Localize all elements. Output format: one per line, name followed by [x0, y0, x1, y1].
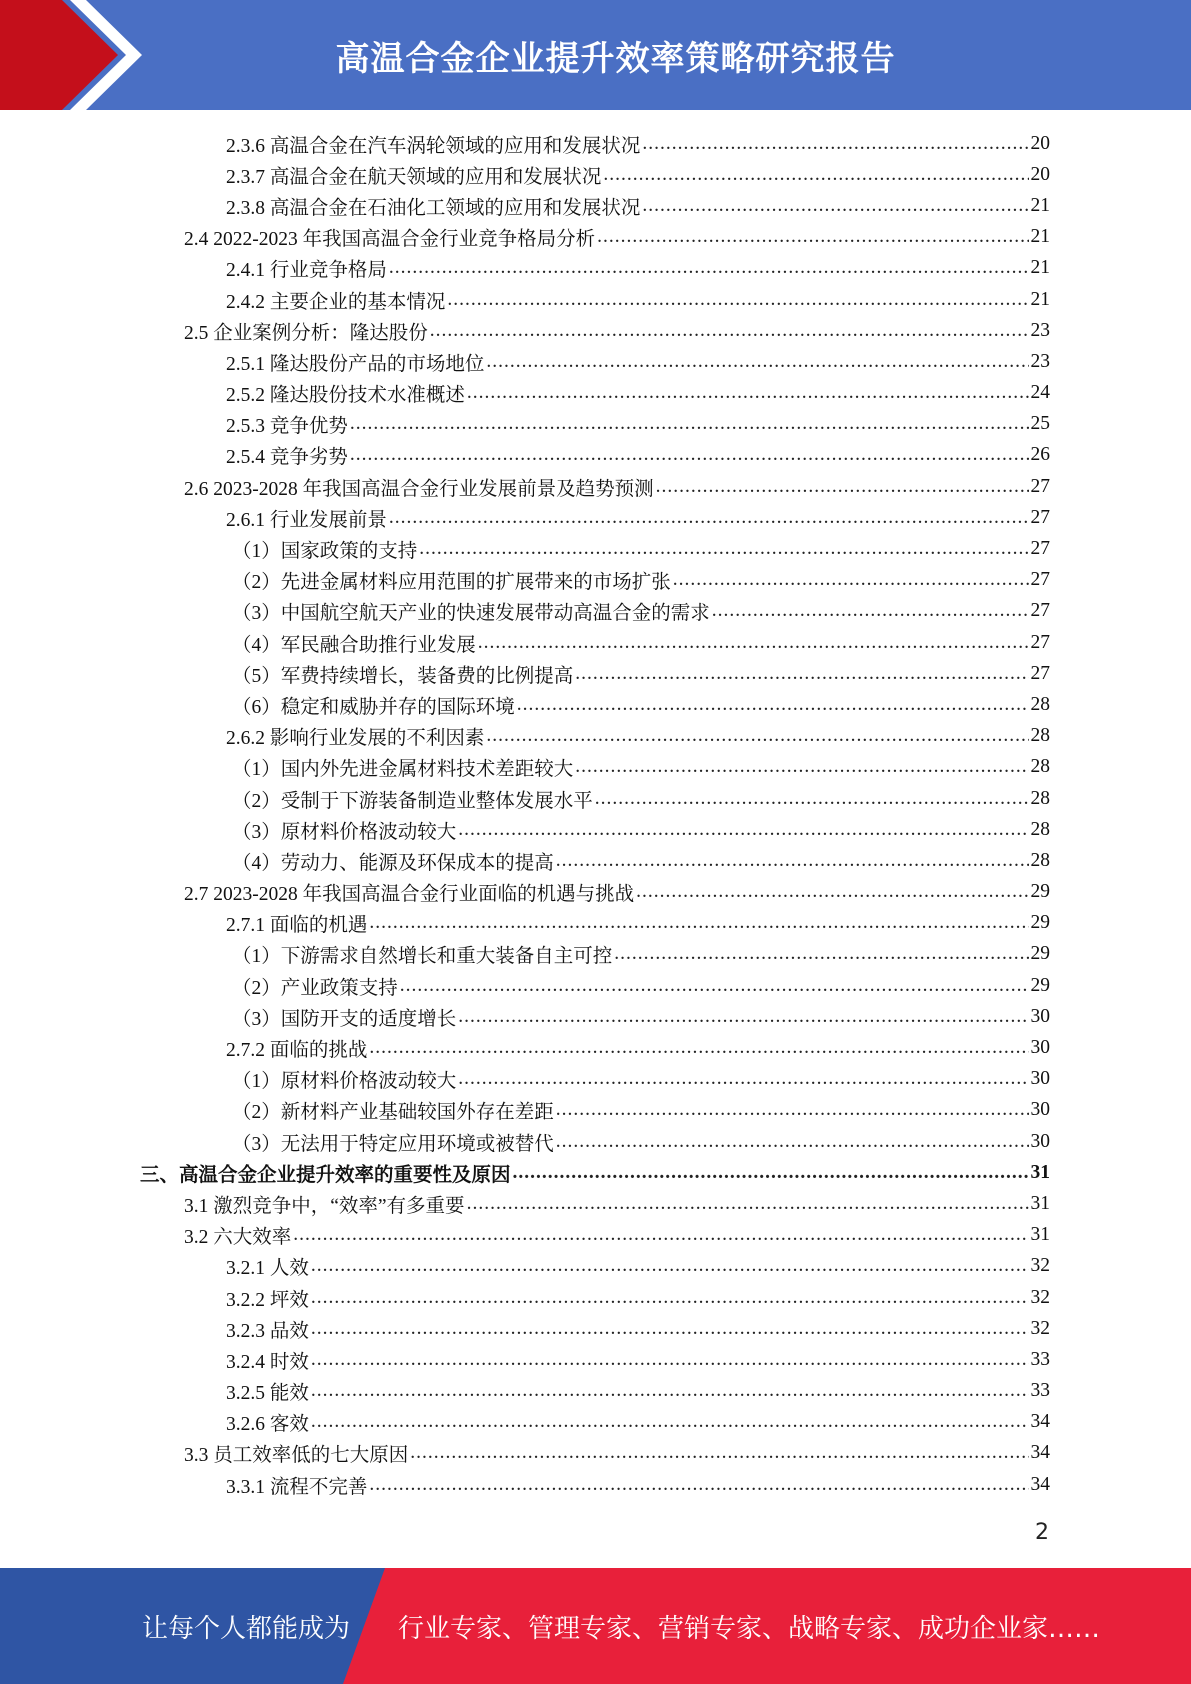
toc-leader-dots	[293, 1224, 1028, 1246]
toc-entry-page: 34	[1030, 1473, 1050, 1495]
toc-entry-page: 30	[1030, 1068, 1050, 1090]
toc-leader-dots	[575, 756, 1028, 778]
toc-entry[interactable]	[140, 1344, 1050, 1375]
toc-entry-page: 23	[1030, 350, 1050, 372]
toc-entry-title: （1）国家政策的支持	[232, 541, 418, 563]
toc-entry-page: 21	[1030, 257, 1050, 279]
toc-entry-title: （1）原材料价格波动较大	[232, 1071, 457, 1093]
toc-leader-dots	[486, 725, 1028, 747]
toc-entry[interactable]	[140, 346, 1050, 377]
toc-entry[interactable]	[140, 409, 1050, 440]
toc-entry[interactable]	[140, 658, 1050, 689]
toc-entry-title: 2.7.1 面临的机遇	[226, 915, 368, 937]
toc-entry-title: 3.2.2 坪效	[226, 1289, 309, 1311]
toc-entry-page: 32	[1030, 1286, 1050, 1308]
toc-entry-page: 32	[1030, 1317, 1050, 1339]
toc-entry[interactable]	[140, 877, 1050, 908]
toc-entry[interactable]	[140, 1157, 1050, 1188]
toc-entry-title: 2.7 2023-2028 年我国高温合金行业面临的机遇与挑战	[184, 884, 635, 906]
toc-entry-title: （1）国内外先进金属材料技术差距较大	[232, 759, 574, 781]
toc-leader-dots	[311, 1349, 1029, 1371]
toc-entry-page: 30	[1030, 1005, 1050, 1027]
page-footer	[0, 1568, 1191, 1684]
toc-entry-title: 2.6 2023-2028 年我国高温合金行业发展前景及趋势预测	[184, 478, 654, 500]
toc-entry-page: 33	[1030, 1348, 1050, 1370]
toc-entry-title: 三、高温合金企业提升效率的重要性及原因	[140, 1164, 511, 1186]
toc-leader-dots	[389, 507, 1029, 529]
toc-entry[interactable]	[140, 533, 1050, 564]
toc-leader-dots	[400, 975, 1029, 997]
toc-entry-title: （2）受制于下游装备制造业整体发展水平	[232, 790, 593, 812]
toc-entry-title: 2.5 企业案例分析：隆达股份	[184, 322, 428, 344]
toc-entry-title: 3.3.1 流程不完善	[226, 1476, 368, 1498]
toc-leader-dots	[311, 1318, 1029, 1340]
toc-entry-page: 20	[1030, 163, 1050, 185]
toc-entry-page: 21	[1030, 226, 1050, 248]
toc-leader-dots	[311, 1380, 1029, 1402]
toc-leader-dots	[369, 1474, 1028, 1496]
toc-entry[interactable]	[140, 1282, 1050, 1313]
toc-entry-page: 28	[1030, 725, 1050, 747]
toc-entry-page: 31	[1030, 1192, 1050, 1214]
toc-entry-title: 2.3.7 高温合金在航天领域的应用和发展状况	[226, 166, 602, 188]
toc-entry-page: 24	[1030, 382, 1050, 404]
toc-leader-dots	[458, 1068, 1028, 1090]
toc-entry-page: 28	[1030, 693, 1050, 715]
toc-entry[interactable]	[140, 284, 1050, 315]
toc-entry-page: 30	[1030, 1037, 1050, 1059]
toc-entry-title: （2）先进金属材料应用范围的扩展带来的市场扩张	[232, 572, 671, 594]
toc-entry-title: （1）下游需求自然增长和重大装备自主可控	[232, 946, 613, 968]
toc-entry-title: 3.2.3 品效	[226, 1320, 309, 1342]
toc-leader-dots	[603, 164, 1028, 186]
toc-leader-dots	[556, 850, 1029, 872]
toc-entry-page: 34	[1030, 1411, 1050, 1433]
toc-entry[interactable]	[140, 1313, 1050, 1344]
toc-entry-page: 28	[1030, 818, 1050, 840]
toc-entry-title: （4）军民融合助推行业发展	[232, 634, 476, 656]
toc-entry[interactable]	[140, 1001, 1050, 1032]
toc-entry-title: （3）国防开支的适度增长	[232, 1008, 457, 1030]
toc-entry-title: （3）中国航空航天产业的快速发展带动高温合金的需求	[232, 603, 710, 625]
toc-entry-title: （3）原材料价格波动较大	[232, 821, 457, 843]
toc-entry[interactable]	[140, 596, 1050, 627]
toc-leader-dots	[614, 943, 1028, 965]
toc-entry[interactable]	[140, 721, 1050, 752]
toc-leader-dots	[369, 912, 1028, 934]
toc-leader-dots	[517, 694, 1029, 716]
toc-entry-title: 3.2.6 客效	[226, 1414, 309, 1436]
toc-entry-page: 26	[1030, 444, 1050, 466]
toc-entry[interactable]	[140, 1032, 1050, 1063]
toc-entry-page: 29	[1030, 974, 1050, 996]
toc-entry[interactable]	[140, 970, 1050, 1001]
toc-leader-dots	[311, 1287, 1029, 1309]
toc-entry[interactable]	[140, 315, 1050, 346]
toc-entry[interactable]	[140, 159, 1050, 190]
toc-entry[interactable]	[140, 752, 1050, 783]
toc-leader-dots	[597, 226, 1028, 248]
toc-entry-page: 27	[1030, 662, 1050, 684]
toc-entry[interactable]	[140, 378, 1050, 409]
toc-leader-dots	[595, 788, 1029, 810]
toc-entry-title: 3.3 员工效率低的七大原因	[184, 1445, 409, 1467]
toc-entry-title: 3.2.5 能效	[226, 1383, 309, 1405]
toc-entry-page: 27	[1030, 631, 1050, 653]
toc-leader-dots	[467, 382, 1029, 404]
toc-leader-dots	[642, 133, 1028, 155]
toc-entry-page: 21	[1030, 288, 1050, 310]
toc-leader-dots	[556, 1131, 1029, 1153]
toc-leader-dots	[478, 632, 1029, 654]
toc-entry-title: 2.6.2 影响行业发展的不利因素	[226, 728, 485, 750]
toc-entry-page: 31	[1030, 1224, 1050, 1246]
toc-entry-page: 28	[1030, 756, 1050, 778]
toc-entry-page: 27	[1030, 538, 1050, 560]
toc-leader-dots	[513, 1162, 1029, 1184]
toc-entry-title: 3.2.1 人效	[226, 1258, 309, 1280]
report-title: 高温合金企业提升效率策略研究报告	[335, 38, 896, 79]
footer-slogan-left: 让每个人都能成为	[142, 1613, 351, 1644]
toc-entry-title: 2.6.1 行业发展前景	[226, 509, 387, 531]
toc-entry-page: 31	[1030, 1161, 1050, 1183]
toc-entry-page: 34	[1030, 1442, 1050, 1464]
toc-entry-title: （3）无法用于特定应用环境或被替代	[232, 1133, 554, 1155]
toc-leader-dots	[486, 351, 1028, 373]
toc-entry-page: 27	[1030, 506, 1050, 528]
toc-entry-page: 27	[1030, 569, 1050, 591]
toc-entry[interactable]	[140, 222, 1050, 253]
toc-entry-page: 23	[1030, 319, 1050, 341]
toc-entry-page: 30	[1030, 1099, 1050, 1121]
toc-entry[interactable]	[140, 440, 1050, 471]
toc-entry[interactable]	[140, 783, 1050, 814]
toc-entry-title: 2.4.1 行业竞争格局	[226, 260, 387, 282]
toc-leader-dots	[636, 881, 1028, 903]
toc-entry-title: 3.2.4 时效	[226, 1351, 309, 1373]
toc-entry[interactable]	[140, 565, 1050, 596]
toc-entry[interactable]	[140, 1469, 1050, 1500]
toc-entry-title: 3.1 激烈竞争中，“效率”有多重要	[184, 1195, 465, 1217]
toc-entry-page: 28	[1030, 849, 1050, 871]
toc-entry[interactable]	[140, 939, 1050, 970]
page-header	[0, 0, 1191, 110]
toc-entry-title: （4）劳动力、能源及环保成本的提高	[232, 852, 554, 874]
toc-leader-dots	[467, 1193, 1029, 1215]
toc-entry[interactable]	[140, 1376, 1050, 1407]
toc-entry-title: （2）产业政策支持	[232, 977, 398, 999]
toc-entry-page: 27	[1030, 475, 1050, 497]
toc-entry[interactable]	[140, 1438, 1050, 1469]
toc-entry-page: 27	[1030, 600, 1050, 622]
toc-entry[interactable]	[140, 1188, 1050, 1219]
toc-entry-title: 2.5.1 隆达股份产品的市场地位	[226, 353, 485, 375]
toc-entry-page: 32	[1030, 1255, 1050, 1277]
toc-leader-dots	[556, 1099, 1029, 1121]
toc-entry[interactable]	[140, 845, 1050, 876]
toc-entry[interactable]	[140, 1126, 1050, 1157]
toc-leader-dots	[350, 413, 1029, 435]
toc-entry-page: 33	[1030, 1380, 1050, 1402]
toc-entry[interactable]	[140, 814, 1050, 845]
toc-entry-title: 2.5.2 隆达股份技术水准概述	[226, 385, 465, 407]
toc-leader-dots	[656, 476, 1029, 498]
toc-leader-dots	[369, 1037, 1028, 1059]
toc-entry[interactable]	[140, 627, 1050, 658]
toc-entry-page: 29	[1030, 881, 1050, 903]
toc-entry-title: 2.5.4 竞争劣势	[226, 447, 348, 469]
toc-leader-dots	[410, 1442, 1028, 1464]
toc-entry[interactable]	[140, 1407, 1050, 1438]
toc-entry-page: 21	[1030, 194, 1050, 216]
toc-entry[interactable]	[140, 1251, 1050, 1282]
toc-leader-dots	[447, 289, 1028, 311]
toc-leader-dots	[712, 600, 1029, 622]
toc-entry-title: 2.4 2022-2023 年我国高温合金行业竞争格局分析	[184, 229, 596, 251]
toc-leader-dots	[673, 569, 1029, 591]
toc-entry-page: 29	[1030, 912, 1050, 934]
toc-leader-dots	[575, 663, 1028, 685]
toc-leader-dots	[419, 538, 1028, 560]
toc-entry[interactable]	[140, 253, 1050, 284]
toc-entry-page: 29	[1030, 943, 1050, 965]
toc-leader-dots	[642, 195, 1028, 217]
toc-entry-title: 2.4.2 主要企业的基本情况	[226, 291, 446, 313]
toc-leader-dots	[430, 320, 1029, 342]
toc-leader-dots	[350, 444, 1029, 466]
toc-entry-title: （2）新材料产业基础较国外存在差距	[232, 1102, 554, 1124]
toc-entry[interactable]	[140, 128, 1050, 159]
toc-entry[interactable]	[140, 471, 1050, 502]
toc-entry-title: 2.5.3 竞争优势	[226, 416, 348, 438]
toc-entry[interactable]	[140, 1064, 1050, 1095]
toc-leader-dots	[311, 1255, 1029, 1277]
toc-entry[interactable]	[140, 190, 1050, 221]
toc-entry[interactable]	[140, 502, 1050, 533]
toc-entry-title: 2.3.8 高温合金在石油化工领域的应用和发展状况	[226, 197, 641, 219]
toc-entry-title: 2.7.2 面临的挑战	[226, 1040, 368, 1062]
toc-entry-title: 2.3.6 高温合金在汽车涡轮领域的应用和发展状况	[226, 135, 641, 157]
toc-leader-dots	[458, 819, 1028, 841]
toc-entry[interactable]	[140, 1095, 1050, 1126]
toc-entry[interactable]	[140, 1220, 1050, 1251]
toc-entry-title: （5）军费持续增长，装备费的比例提高	[232, 665, 574, 687]
toc-leader-dots	[458, 1006, 1028, 1028]
toc-entry-page: 20	[1030, 132, 1050, 154]
toc-entry-page: 25	[1030, 413, 1050, 435]
footer-slogan-right: 行业专家、管理专家、营销专家、战略专家、成功企业家……	[398, 1613, 1101, 1644]
page-number: 2	[1035, 1520, 1049, 1545]
table-of-contents	[140, 128, 1050, 1500]
toc-leader-dots	[389, 257, 1029, 279]
toc-entry-title: （6）稳定和威胁并存的国际环境	[232, 696, 515, 718]
toc-entry-page: 30	[1030, 1130, 1050, 1152]
toc-entry-page: 28	[1030, 787, 1050, 809]
toc-entry[interactable]	[140, 689, 1050, 720]
toc-entry-title: 3.2 六大效率	[184, 1227, 292, 1249]
toc-leader-dots	[311, 1411, 1029, 1433]
toc-entry[interactable]	[140, 908, 1050, 939]
